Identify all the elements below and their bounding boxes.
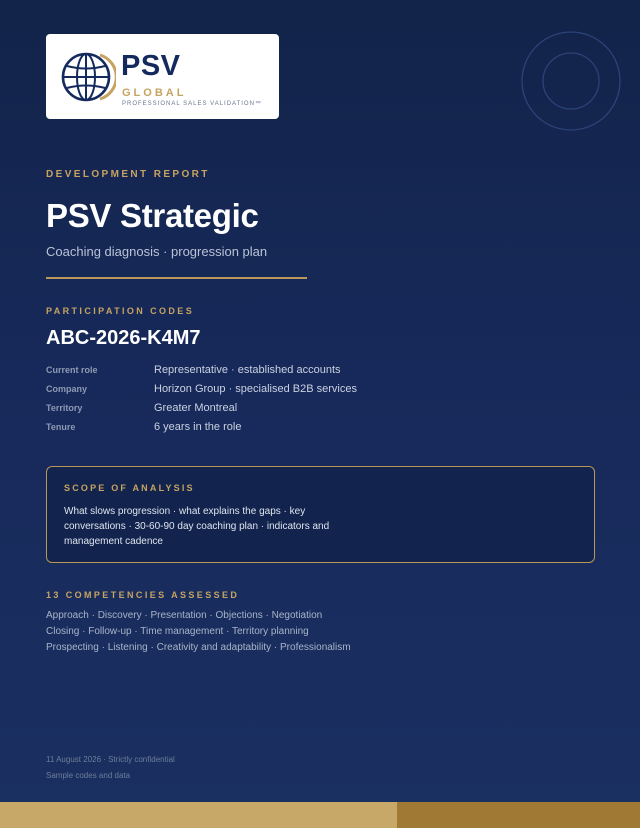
participation-label: PARTICIPATION CODES [46, 306, 195, 316]
page-subtitle: Coaching diagnosis · progression plan [46, 244, 268, 259]
decorative-rings [520, 30, 622, 132]
info-value: 6 years in the role [154, 421, 242, 433]
logo-sub: GLOBAL [122, 87, 187, 99]
info-label: Current role [46, 365, 98, 375]
bottom-band-dark [397, 802, 640, 828]
divider [46, 277, 307, 279]
info-label: Company [46, 384, 88, 394]
info-value: Horizon Group · specialised B2B services [154, 383, 357, 395]
scope-label: SCOPE OF ANALYSIS [64, 483, 195, 493]
info-label: Tenure [46, 422, 76, 432]
logo-card [46, 34, 279, 119]
info-value: Greater Montreal [154, 402, 238, 414]
report-eyebrow: DEVELOPMENT REPORT [46, 169, 210, 180]
footer-note: Sample codes and data [46, 771, 131, 780]
info-value: Representative · established accounts [154, 364, 341, 376]
participation-code: ABC-2026-K4M7 [46, 327, 201, 349]
bottom-band-light [0, 802, 397, 828]
scope-box [46, 466, 595, 563]
competency-line: Closing · Follow-up · Time management · Territory planning [46, 626, 309, 637]
footer-date: 11 August 2026 · Strictly confidential [46, 755, 175, 764]
info-label: Territory [46, 403, 83, 413]
logo-brand: PSV [121, 50, 181, 82]
scope-text: What slows progression · what explains the gaps · key conversations · 30-60-90 day coaching plan · indicators and management cadence [64, 506, 330, 547]
competency-line: Prospecting · Listening · Creativity and adaptability · Professionalism [46, 642, 351, 653]
globe-icon [60, 49, 116, 105]
page-title: PSV Strategic [46, 197, 259, 234]
logo-tagline: PROFESSIONAL SALES VALIDATION™ [122, 101, 262, 107]
competency-line: Approach · Discovery · Presentation · Objections · Negotiation [46, 610, 323, 621]
competencies-label: 13 COMPETENCIES ASSESSED [46, 590, 240, 600]
